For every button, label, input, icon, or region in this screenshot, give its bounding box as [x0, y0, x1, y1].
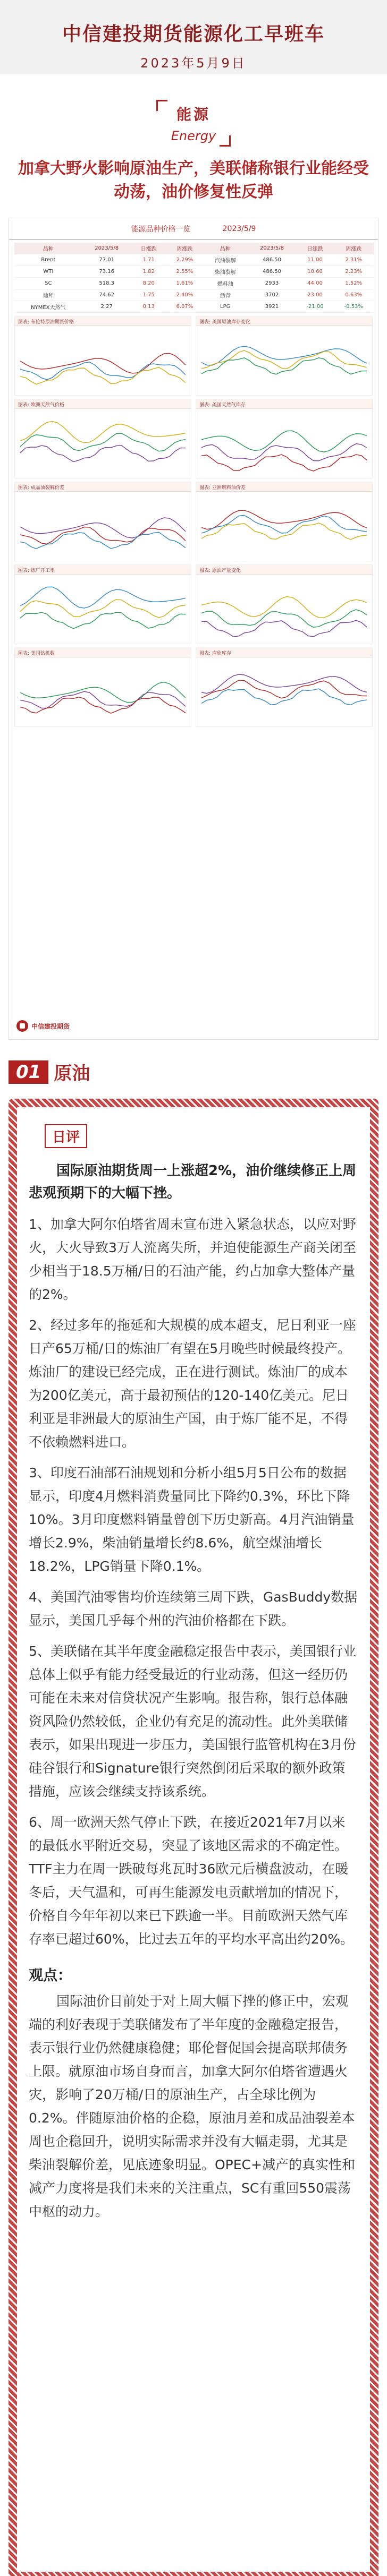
table-cell: 518.3	[82, 278, 131, 289]
chart-card	[14, 482, 191, 561]
table-cell: 柴油裂解	[203, 266, 247, 278]
chart-series-line	[20, 518, 186, 538]
table-row	[14, 289, 374, 301]
chart-plot	[196, 657, 372, 728]
logo-icon	[16, 1020, 28, 1032]
table-body	[14, 254, 374, 313]
chart-series-line	[20, 362, 186, 380]
table-cell: WTI	[14, 266, 82, 278]
table-cell: NYMEX天然气	[14, 301, 82, 313]
table-row	[14, 254, 374, 266]
table-header-cell: 日涨跌	[131, 243, 166, 254]
news-paragraph: 6、周一欧洲天然气停止下跌，在接近2021年7月以来的最低水平附近交易，突显了该地区需求的不确定性。TTF主力在周一跌破每兆瓦时36欧元后横盘波动，在暖冬后，天气温和，可再生能源发电贡献增加的情况下，价格自今年年初以来已下跌逾一半。目前欧洲天然气库存率已超过60%，比过去五年的平均水平高出约20%。	[29, 1815, 354, 1947]
table-cell: 77.01	[82, 254, 131, 266]
logo-text: 中信建投期货	[31, 1022, 70, 1030]
chart-series-line	[20, 446, 186, 462]
chart-row	[14, 482, 373, 561]
chart-grid	[9, 316, 378, 727]
table-cell: 迪拜	[14, 289, 82, 301]
chart-caption: 图表: 库欣库存	[196, 648, 372, 657]
table-cell: -21.00	[297, 301, 334, 313]
chart-series-line	[201, 431, 367, 452]
table-cell: 1.71	[131, 254, 166, 266]
chart-series-line	[20, 697, 186, 713]
table-cell: 2.31%	[334, 254, 374, 266]
energy-headline: 加拿大野火影响原油生产，美联储称银行业能经受动荡，油价修复性反弹	[18, 159, 369, 201]
chart-plot	[15, 492, 191, 562]
news-paragraph: 2、经过多年的拖延和大规模的成本超支，尼日利亚一座日产65万桶/日的炼油厂有望在5月晚些时候最终投产。炼油厂的建设已经完成，正在进行测试。炼油厂的成本为200亿美元，高于最初预估的120-140亿美元。尼日利亚是非洲最大的原油生产国，由于炼厂能不足，不得不依赖燃料进口。	[29, 1317, 356, 1450]
section-content	[17, 1107, 370, 2572]
table-cell: 2933	[247, 278, 296, 289]
table-cell: 486.50	[247, 254, 296, 266]
news-paragraph: 1、加拿大阿尔伯塔省周末宣布进入紧急状态，以应对野火，大火导致3万人流离失所，并迫使能源生产商关闭至少相当于18.5万桶/日的石油产能，约占加拿大整体产量的2%。	[29, 1217, 356, 1302]
table-cell: 8.20	[131, 278, 166, 289]
table-cell: 2.55%	[166, 266, 203, 278]
table-cell: 1.82	[131, 266, 166, 278]
table-cell: 1.52%	[334, 278, 374, 289]
table-cell: 6.07%	[166, 301, 203, 313]
chart-card	[14, 399, 191, 478]
section-frame	[9, 1099, 378, 2576]
chart-row	[14, 564, 373, 644]
table-cell: LPG	[203, 301, 247, 313]
table-cell: 10.60	[297, 266, 334, 278]
report-date: 2023/5/9	[222, 224, 256, 233]
table-row	[14, 278, 374, 289]
table-cell: 沥青	[203, 289, 247, 301]
section-title	[9, 1059, 387, 1085]
table-row	[14, 266, 374, 278]
report-head	[9, 218, 378, 239]
chart-plot	[196, 326, 372, 396]
table-cell: 0.63%	[334, 289, 374, 301]
energy-zh: 能源	[176, 106, 211, 123]
chart-series-line	[20, 532, 186, 549]
table-cell: 3921	[247, 301, 296, 313]
chart-card	[196, 482, 373, 561]
table-header-cell: 2023/5/8	[247, 243, 296, 254]
report-image	[9, 218, 378, 1040]
view-label: 观点：	[29, 1967, 72, 1984]
chart-series-line	[20, 527, 186, 544]
chart-series-line	[201, 510, 367, 529]
table-cell: 1.61%	[166, 278, 203, 289]
table-header-cell: 周涨跌	[334, 243, 374, 254]
chart-caption: 图表: 美国原油库存变化	[196, 316, 372, 326]
chart-plot	[196, 409, 372, 479]
chart-series-line	[201, 610, 367, 627]
table-cell: 2.29%	[166, 254, 203, 266]
table-header-row	[14, 243, 374, 254]
chart-card	[14, 564, 191, 644]
table-header-cell: 周涨跌	[166, 243, 203, 254]
chart-series-line	[201, 523, 367, 540]
table-cell: -0.53%	[334, 301, 374, 313]
chart-card	[196, 399, 373, 478]
table-header-cell: 2023/5/8	[82, 243, 131, 254]
daily-review-tag: 日评	[45, 1124, 87, 1148]
news-paragraph: 3、印度石油部石油规划和分析小组5月5日公布的数据显示，印度4月燃料消费量同比下降约0.3%，环比下降10%。3月印度燃料销量曾创下历史新高。4月汽油销量增长2.9%，柴油销量增长约8.6%，航空煤油增长18.2%，LPG销量下降0.1%。	[29, 1465, 355, 1574]
chart-series-line	[20, 587, 186, 608]
chart-row	[14, 316, 373, 396]
table-cell: 23.00	[297, 289, 334, 301]
table-row	[14, 301, 374, 313]
chart-caption: 图表: 美国钻机数	[15, 648, 191, 657]
chart-series-line	[201, 455, 367, 471]
price-table	[14, 243, 374, 313]
page-date: 2023年5月9日	[140, 56, 247, 71]
chart-row	[14, 399, 373, 478]
chart-series-line	[201, 680, 367, 698]
table-cell: 1.75	[131, 289, 166, 301]
energy-en: Energy	[171, 129, 216, 143]
chart-plot	[15, 575, 191, 645]
report-title: 能源品种价格一览	[131, 225, 191, 234]
chart-card	[196, 316, 373, 396]
table-header-cell: 品种	[14, 243, 82, 254]
chart-card	[196, 564, 373, 644]
chart-card	[196, 647, 373, 727]
table-cell: 73.16	[82, 266, 131, 278]
chart-row	[14, 647, 373, 727]
table-cell: SC	[14, 278, 82, 289]
report-logo	[16, 1020, 70, 1032]
page-title: 中信建投期货能源化工早班车	[62, 23, 325, 45]
chart-caption: 图表: 亚洲燃料油价差	[196, 482, 372, 492]
table-cell: 486.50	[247, 266, 296, 278]
header	[0, 0, 387, 74]
chart-series-line	[20, 600, 186, 618]
table-cell: 汽油裂解	[203, 254, 247, 266]
chart-caption: 图表: 原油产量变化	[196, 565, 372, 575]
table-cell: 3702	[247, 289, 296, 301]
chart-caption: 图表: 成品油裂解价差	[15, 482, 191, 492]
lead-paragraph: 国际原油期货周一上涨超2%，油价继续修正上周悲观预期下的大幅下挫。	[29, 1163, 357, 1201]
table-header-cell: 日涨跌	[297, 243, 334, 254]
table-cell: 0.13	[131, 301, 166, 313]
chart-caption: 图表: 美国天然气库存	[196, 399, 372, 409]
view-paragraph: 国际油价目前处于对上周大幅下挫的修正中，宏观端的利好表现于美联储发布了半年度的金融稳定报告，表示银行业仍然健康稳健；耶伦督促国会提高联邦债务上限。就原油市场自身而言，加拿大阿尔伯塔省遭遇火灾，影响了20万桶/日的原油生产，占全球比例为0.2%。伴随原油价格的企稳，原油月差和成品油裂差本周也企稳回升，说明实际需求并没有大幅走弱，尤其是柴油裂解价差，见底迹象明显。OPEC+减产的真实性和减产力度将是我们未来的关注重点，SC有重回550震荡中枢的动力。	[29, 1993, 355, 2219]
table-cell: 44.00	[297, 278, 334, 289]
chart-plot	[15, 409, 191, 479]
chart-series-line	[201, 444, 367, 461]
section-name: 原油	[54, 1063, 90, 1084]
chart-series-line	[20, 367, 186, 384]
chart-card	[14, 316, 191, 396]
chart-plot	[196, 575, 372, 645]
chart-plot	[15, 657, 191, 728]
chart-series-line	[201, 597, 367, 618]
chart-caption: 图表: 欧洲天然气价格	[15, 399, 191, 409]
chart-series-line	[20, 422, 186, 443]
chart-series-line	[201, 689, 367, 705]
table-cell: 11.00	[297, 254, 334, 266]
chart-plot	[15, 326, 191, 396]
chart-plot	[196, 492, 372, 562]
table-cell: 燃料油	[203, 278, 247, 289]
table-cell: 2.23%	[334, 266, 374, 278]
chart-series-line	[20, 612, 186, 629]
chart-caption: 图表: 布伦特原油期货价格	[15, 316, 191, 326]
chart-card	[14, 647, 191, 727]
chart-caption: 图表: 炼厂开工率	[15, 565, 191, 575]
chart-series-line	[201, 358, 367, 374]
table-header-cell: 品种	[203, 243, 247, 254]
paragraph-list	[29, 1213, 358, 1951]
table-cell: 2.40%	[166, 289, 203, 301]
chart-series-line	[201, 346, 367, 365]
chart-series-line	[20, 353, 186, 373]
table-cell: Brent	[14, 254, 82, 266]
energy-heading	[0, 100, 387, 147]
news-paragraph: 4、美国汽油零售均价连续第三周下跌，GasBuddy数据显示，美国几乎每个州的汽油价格都在下跌。	[29, 1589, 358, 1628]
news-paragraph: 5、美联储在其半年度金融稳定报告中表示，美国银行业总体上似乎有能力经受最近的行业动荡，但这一经历仍可能在未来对信贷状况产生影响。报告称，银行总体融资风险仍然较低，企业仍有充足的流动性。此外美联储表示，如果出现进一步压力，美国银行监管机构在3月份硅谷银行和Signature银行突然倒闭后采取的额外政策措施，应该会继续支持该系统。	[29, 1644, 356, 1799]
table-cell: 2.27	[82, 301, 131, 313]
energy-box	[156, 100, 231, 147]
section-number: 01	[9, 1060, 48, 1084]
table-cell: 74.62	[82, 289, 131, 301]
chart-series-line	[20, 691, 186, 708]
